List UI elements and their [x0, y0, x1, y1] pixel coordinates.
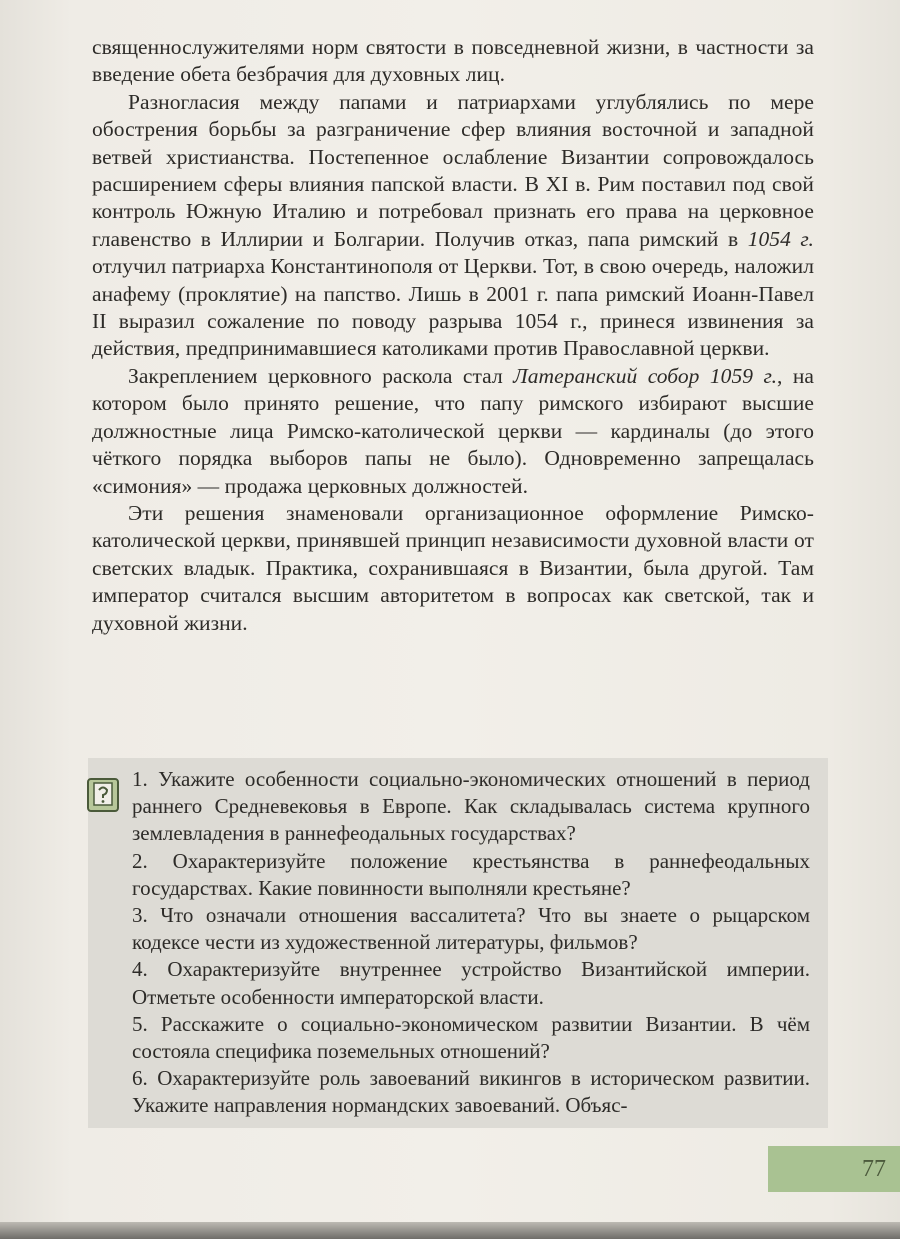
- question-item: 2. Охарактеризуйте положение крестьянства в раннефеодальных государствах. Какие повинности выполняли крестьяне?: [132, 848, 810, 900]
- paragraph-1: [92, 34, 814, 89]
- question-item: 1. Укажите особенности социально-экономических отношений в период раннего Средневековья в Европе. Как складывалась система крупного землевладения в раннефеодальных государствах?: [132, 767, 810, 846]
- main-text: [92, 34, 814, 637]
- paragraph-2-text-a: Разногласия между папами и патриархами углублялись по мере обострения борьбы за разграничение сфер влияния восточной и западной ветвей христианства. Постепенное ослабление Византии сопровождалось расширением сферы влияния папской власти. В XI в. Рим поставил под свой контроль Южную Италию и потребовал признать его права на церковное главенство в Иллирии и Болгарии. Получив отказ, папа римский в: [92, 89, 814, 251]
- paragraph-4-text: Эти решения знаменовали организационное оформление Римско-католической церкви, принявшей принцип независимости духовной власти от светских владык. Практика, сохранившаяся в Византии, была другой. Там император считался высшим авторитетом в вопросах как светской, так и духовной жизни.: [92, 500, 814, 635]
- paragraph-3-text-a: Закреплением церковного раскола стал: [128, 363, 514, 388]
- paragraph-1-text: священнослужителями норм святости в повседневной жизни, в частности за введение обета безбрачия для духовных лиц.: [92, 35, 814, 87]
- paragraph-2: [92, 89, 814, 363]
- question-item: 3. Что означали отношения вассалитета? Что вы знаете о рыцарском кодексе чести из художественной литературы, фильмов?: [132, 903, 810, 955]
- paragraph-3-term: Латеранский собор 1059 г.: [513, 363, 778, 388]
- paragraph-2-text-b: отлучил патриарха Константинополя от Церкви. Тот, в свою очередь, наложил анафему (проклятие) на папство. Лишь в 2001 г. папа римский Иоанн-Павел II выразил сожаление по поводу разрыва 1054 г., принеся извинения за действия, предпринимавшиеся католиками против Православной церкви.: [92, 254, 814, 361]
- paragraph-3: [92, 363, 814, 500]
- question-item: 5. Расскажите о социально-экономическом развитии Византии. В чём состояла специфика поземельных отношений?: [132, 1011, 810, 1064]
- question-item: 6. Охарактеризуйте роль завоеваний викингов в историческом развитии. Укажите направления нормандских завоеваний. Объяс-: [132, 1066, 810, 1118]
- questions-list: [132, 766, 810, 1120]
- paragraph-2-date: 1054 г.: [747, 226, 814, 251]
- question-item: 4. Охарактеризуйте внутреннее устройство Византийской империи. Отметьте особенности императорской власти.: [132, 957, 810, 1009]
- paragraph-4: [92, 500, 814, 637]
- paragraph-3-text-b: , на котором было принято решение, что папу римского избирают высшие должностные лица Римско-католической церкви — кардиналы (до этого чёткого порядка выборов папы не было). Одновременно запрещалась «симония» — продажа церковных должностей.: [92, 363, 814, 498]
- question-icon: [86, 775, 122, 815]
- page-bottom-edge: [0, 1222, 900, 1239]
- page-number: 77: [862, 1156, 886, 1182]
